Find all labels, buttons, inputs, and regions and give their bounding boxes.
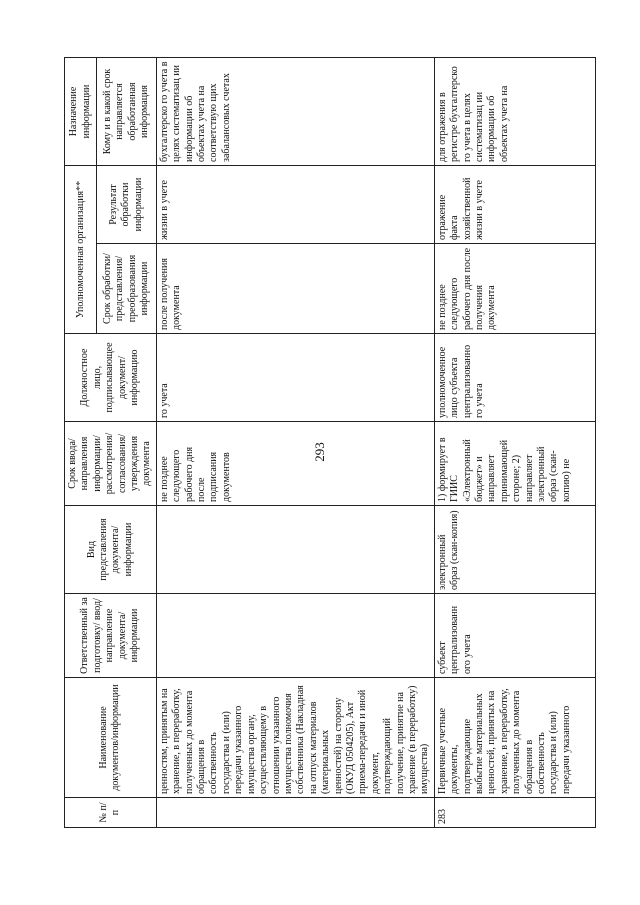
cell-num: 283 — [434, 798, 595, 828]
cell-org-term: не позднее следующего рабочего дня после получения документа — [434, 244, 595, 334]
header-name: Наименование документов/информации — [65, 678, 157, 798]
cell-responsible: субъект централизованн ого учета — [434, 594, 595, 678]
header-row-group — [65, 57, 97, 827]
header-dest-group: Назначение информации — [65, 57, 97, 165]
cell-official: го учета — [156, 334, 434, 422]
rotated-table-container — [64, 58, 584, 828]
page-number: 293 — [312, 442, 327, 462]
cell-name-text: Первичные учетные документы, подтверждающие выбытие материальных ценностей, принятых на хранение, в переработку, полученных до момента обращения в собственность государства и (или) передачи указанного — [436, 688, 572, 794]
cell-dest: для отражения в регистре бухгалтерско го учета в целях систематизац ии информации об объектах учета на — [434, 57, 595, 165]
cell-org-result: отражение факта хозяйственной жизни в учете — [434, 165, 595, 243]
header-type: Вид представления документа/ информации — [65, 506, 157, 594]
cell-term: не позднее следующего рабочего дня после подписания документов — [156, 422, 434, 506]
cell-org-term: после получения документа — [156, 244, 434, 334]
table-row — [156, 57, 434, 827]
header-term: Срок ввода/ направления информации/ рассмотрения/ согласования/ утверждения документа — [65, 422, 157, 506]
document-sheet — [64, 58, 584, 828]
table-row — [434, 57, 595, 827]
header-dest: Кому и в какой срок направляется обработанная информация — [97, 57, 156, 165]
cell-name-text: ценностям, принятым на хранение, в переработку, полученных до момента обращения в собственность государства и (или) передачи указанного имущества органу, осуществляющему в отношении указанного имущества полномочия собственника (Накладная на отпуск материалов (материальных ценностей) на сторону (ОКУД 0504205), Акт приема-передачи и иной документ, подтверждающий получение, принятие на хранение (в переработку) имущества) — [158, 685, 431, 794]
cell-responsible — [156, 594, 434, 678]
cell-num — [156, 798, 434, 828]
cell-name — [156, 678, 434, 798]
cell-name — [434, 678, 595, 798]
cell-official: уполномоченное лицо субъекта централизованно го учета — [434, 334, 595, 422]
header-org-group: Уполномоченная организация** — [65, 165, 97, 333]
header-official: Должностное лицо, подписывающее документ/ информацию — [65, 334, 157, 422]
document-table — [64, 57, 596, 828]
header-responsible: Ответственный за подготовку/ ввод/ направление документа/ информации — [65, 594, 157, 678]
header-num: № п/п — [65, 798, 157, 828]
cell-dest: бухгалтерско го учета в целях систематизац ии информации об объектах учета на соответствую щих забалансовых счетах — [156, 57, 434, 165]
cell-type: электронный образ (скан-копия) — [434, 506, 595, 594]
cell-org-result: жизни в учете — [156, 165, 434, 243]
header-org-term: Срок обработки/ представления/ преобразования информации — [97, 244, 156, 334]
cell-term: 1) формирует в ГИИС «Электронный бюджет» и направляет принимающей стороне; 2) направляет электронный образ (скан-копию) не — [434, 422, 595, 506]
cell-type — [156, 506, 434, 594]
header-org-result: Результат обработки информации — [97, 165, 156, 243]
